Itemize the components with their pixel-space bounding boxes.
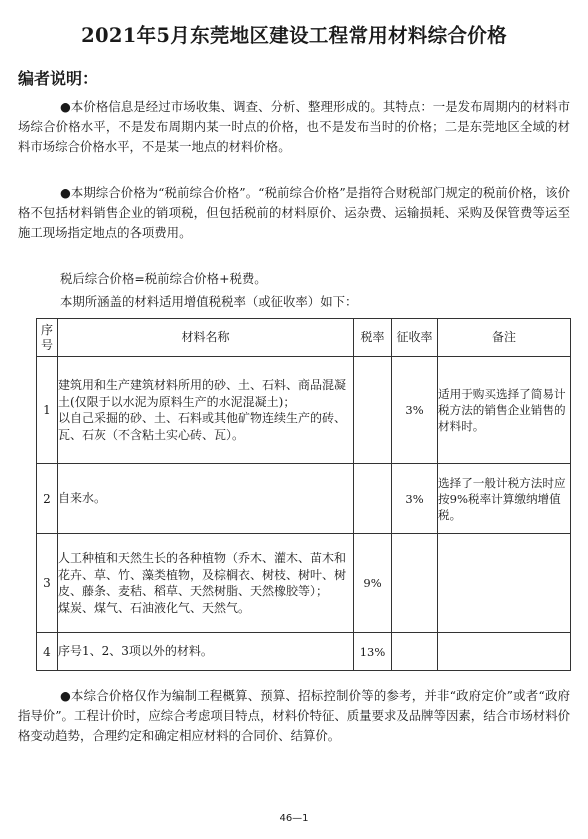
material-line: 序号1、2、3项以外的材料。	[58, 644, 213, 659]
row-material-name	[58, 633, 354, 671]
material-line: 自来水。	[58, 491, 107, 506]
row-no: 2	[37, 464, 58, 534]
table-row	[37, 534, 571, 633]
row-material-name	[58, 357, 354, 464]
material-line: 煤炭、煤气、石油液化气、天然气。	[58, 600, 251, 615]
material-line: 建筑用和生产建筑材料所用的砂、土、石料、商品混凝土(仅限于以水泥为原料生产的水泥混凝土)；	[58, 378, 347, 409]
row-no: 1	[37, 357, 58, 464]
table-header-row	[37, 319, 571, 357]
paragraph-posttax-formula: 税后综合价格=税前综合价格+税费。	[60, 271, 267, 286]
document-title: 2021年5月东莞地区建设工程常用材料综合价格	[81, 24, 507, 47]
table-row	[37, 357, 571, 464]
row-material-name	[58, 534, 354, 633]
page-number: 46—1	[279, 813, 309, 824]
paragraph-price-info: ●本价格信息是经过市场收集、调查、分析、整理形成的。其特点：一是发布周期内的材料市场综合价格水平，不是发布周期内某一时点的价格，也不是发布当时的价格；二是东莞地区全域的材料市场综合价格水平，不是某一地点的材料价格。	[18, 99, 570, 154]
row-tax-rate	[354, 357, 392, 464]
paragraph-pretax-price: ●本期综合价格为“税前综合价格”。“税前综合价格”是指符合财税部门规定的税前价格，该价格不包括材料销售企业的销项税，但包括税前的材料原价、运杂费、运输损耗、采购及保管费等运至施工现场指定地点的各项费用。	[18, 185, 570, 240]
row-tax-rate: 13%	[354, 633, 392, 671]
row-material-name	[58, 464, 354, 534]
header-note: 备注	[438, 319, 571, 357]
editor-note-heading: 编者说明：	[18, 69, 99, 88]
row-note	[438, 633, 571, 671]
row-levy-rate: 3%	[392, 357, 438, 464]
header-levy-rate: 征收率	[392, 319, 438, 357]
row-levy-rate: 3%	[392, 464, 438, 534]
row-levy-rate	[392, 633, 438, 671]
row-levy-rate	[392, 534, 438, 633]
header-no: 序号	[37, 319, 58, 357]
header-material-name: 材料名称	[58, 319, 354, 357]
table-row	[37, 464, 571, 534]
tax-rate-table	[36, 318, 571, 671]
row-note	[438, 534, 571, 633]
row-no: 4	[37, 633, 58, 671]
material-line: 以自己采掘的砂、土、石料或其他矿物连续生产的砖、瓦、石灰（不含粘土实心砖、瓦）。	[58, 411, 347, 442]
material-line: 人工种植和天然生长的各种植物（乔木、灌木、苗木和花卉、草、竹、藻类植物，及棕榈衣、树枝、树叶、树皮、藤条、麦秸、稻草、天然树脂、天然橡胶等）；	[58, 551, 347, 598]
row-tax-rate	[354, 464, 392, 534]
header-tax-rate: 税率	[354, 319, 392, 357]
row-tax-rate: 9%	[354, 534, 392, 633]
table-row	[37, 633, 571, 671]
row-note: 适用于购买选择了简易计税方法的销售企业销售的材料时。	[438, 357, 571, 464]
row-no: 3	[37, 534, 58, 633]
paragraph-tax-rate-intro: 本期所涵盖的材料适用增值税税率（或征收率）如下：	[60, 294, 358, 309]
paragraph-reference-disclaimer: ●本综合价格仅作为编制工程概算、预算、招标控制价等的参考，并非“政府定价”或者“政府指导价”。工程计价时，应综合考虑项目特点，材料价特征、质量要求及品牌等因素，结合市场材料价格变动趋势，合理约定和确定相应材料的合同价、结算价。	[18, 688, 570, 743]
row-note: 选择了一般计税方法时应按9%税率计算缴纳增值税。	[438, 464, 571, 534]
